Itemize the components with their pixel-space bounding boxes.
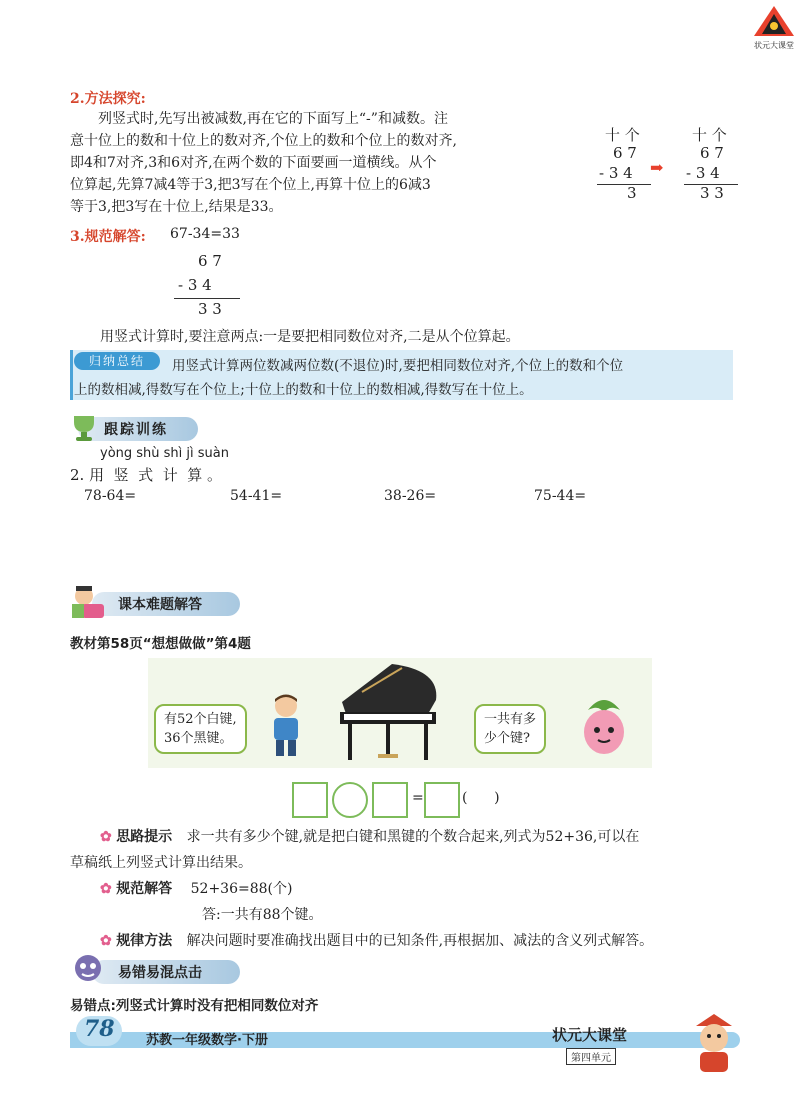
speech-bubble-right [474,704,546,754]
minuend: 6 7 [700,144,724,162]
method-line: 等于3,把3写在十位上,结果是33。 [70,199,283,215]
answer-note: 用竖式计算时,要注意两点:一是要把相同数位对齐,二是从个位算起。 [100,329,520,345]
textbook-problem: 教材第58页“想想做做”第4题 [70,636,251,652]
vertical-diagram-step2 [680,124,740,204]
summary-label: 归纳总结 [74,352,160,370]
method-paragraph [70,108,540,218]
mascot-icon [688,1012,740,1078]
underline [174,298,240,299]
bubble-line: 有52个白键, [164,712,237,727]
page-number: 78 [84,1016,115,1042]
rule-text: 解决问题时要准确找出题目中的已知条件,再根据加、减法的含义列式解答。 [186,933,654,949]
subtrahend: - 3 4 [599,164,633,182]
vertical-diagram-step1 [595,124,655,204]
answer-box-1[interactable] [292,782,328,818]
method-line: 位算起,先算7减4等于3,把3写在个位上,再算十位上的6减3 [70,177,431,193]
hint-line-2: 草稿纸上列竖式计算出结果。 [70,855,252,871]
summary-line-2: 上的数相减,得数写在个位上;十位上的数和十位上的数相减,得数写在十位上。 [74,382,533,398]
minuend: 6 7 [613,144,637,162]
answer-box-3[interactable] [424,782,460,818]
subtrahend: - 3 4 [178,276,212,294]
flower-icon: ✿ [100,933,112,949]
textbook-title: 课本难题解答 [118,597,202,613]
trophy-icon [70,412,98,446]
method-line: 意十位上的数和十位上的数对齐,个位上的数和个位上的数对齐, [70,133,457,149]
practice-item: 54-41= [230,488,283,504]
answer-box-2[interactable] [372,782,408,818]
practice-item: 38-26= [384,488,437,504]
hint-line-1: 求一共有多少个键,就是把白键和黑键的个数合起来,列式为52+36,可以在 [186,829,640,845]
solution-answer: 答:一共有88个键。 [202,907,323,923]
logo-icon [752,4,796,38]
bubble-line: 少个键? [484,731,530,746]
radish-character-icon [578,694,630,762]
bubble-line: 一共有多 [484,712,537,727]
result: 3 3 [198,300,222,318]
solution-equation: 52+36=88(个) [190,881,293,897]
practice-item: 78-64= [84,488,137,504]
bubble-line: 36个黑键。 [164,731,233,746]
practice-title: 跟踪训练 [104,422,168,438]
arrow-icon: ➡ [650,158,664,177]
method-line: 列竖式时,先写出被减数,再在它的下面写上“-”和减数。注 [98,111,448,127]
unit-label: 第四单元 [566,1048,616,1065]
solution-label: 规范解答 [116,881,173,897]
underline [597,184,651,185]
answer-vertical [170,252,250,322]
operator-circle[interactable] [332,782,368,818]
method-heading: 2.方法探究: [70,91,146,107]
unit-parentheses: ( ) [462,790,500,806]
reading-kid-icon [68,584,110,624]
answer-equation: 67-34=33 [170,226,240,242]
boy-icon [266,692,306,764]
book-title: 苏教一年级数学·下册 [146,1033,268,1048]
rule-row [100,930,740,950]
brand-logo [752,4,796,48]
hint-row [100,826,740,846]
summary-line-1: 用竖式计算两位数减两位数(不退位)时,要把相同数位对齐,个位上的数和个位 [172,358,624,374]
rule-label: 规律方法 [116,933,173,949]
equals-sign: = [412,790,424,806]
flower-icon: ✿ [100,881,112,897]
place-header: 十 个 [692,126,727,144]
place-header: 十 个 [605,126,640,144]
logo-text: 状元大课堂 [754,41,794,50]
piano-icon [332,660,444,770]
answer-heading: 3.规范解答: [70,229,146,245]
footer-brand: 状元大课堂 [552,1026,628,1044]
step1-result: 3 [627,184,637,202]
solution-row [100,878,292,898]
speech-bubble-left [154,704,247,754]
practice-pinyin: yòng shù shì jì suàn [100,446,229,461]
method-line: 即4和7对齐,3和6对齐,在两个数的下面要画一道横线。从个 [70,155,437,171]
hint-label: 思路提示 [116,829,173,845]
minuend: 6 7 [198,252,222,270]
step2-result: 3 3 [700,184,724,202]
practice-question: 2. 用 竖 式 计 算 。 [70,466,222,484]
errors-point: 易错点:列竖式计算时没有把相同数位对齐 [70,998,319,1014]
subtrahend: - 3 4 [686,164,720,182]
errors-title: 易错易混点击 [118,965,202,981]
practice-item: 75-44= [534,488,587,504]
flower-icon: ✿ [100,829,112,845]
cartoon-icon [68,952,110,990]
